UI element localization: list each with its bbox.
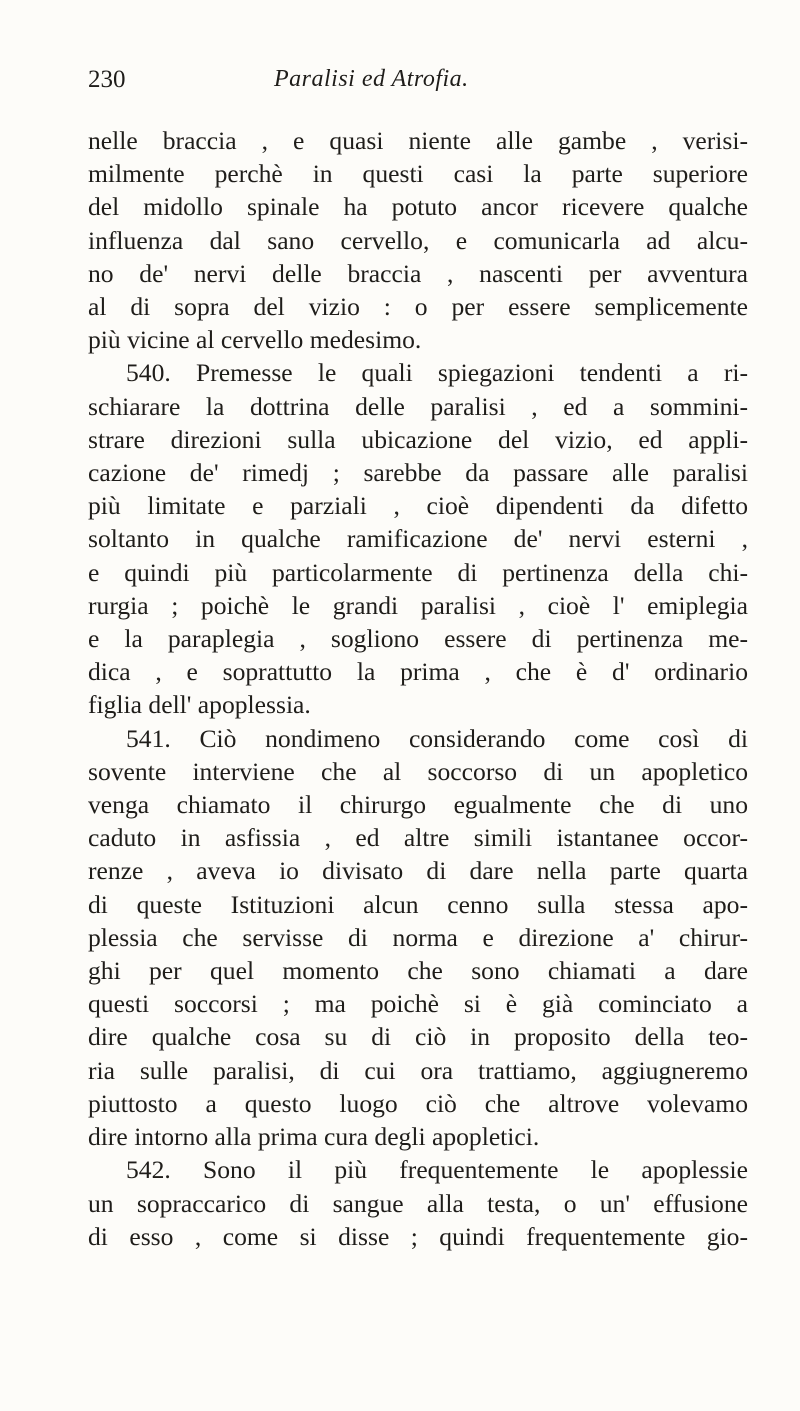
text-line: soltanto in qualche ramificazione de' nervi esterni ,	[88, 524, 748, 554]
text-line: di esso , come si disse ; quindi frequentemente gio-	[88, 1221, 748, 1251]
text-line: milmente perchè in questi casi la parte superiore	[88, 159, 748, 189]
text-line: al di sopra del vizio : o per essere semplicemente	[88, 292, 748, 322]
text-line: più limitate e parziali , cioè dipendenti da difetto	[88, 491, 748, 521]
text-line: cazione de' rimedj ; sarebbe da passare alle paralisi	[88, 458, 748, 488]
text-line: di queste Istituzioni alcun cenno sulla stessa apo-	[88, 889, 748, 919]
text-line: dire intorno alla prima cura degli apopletici.	[88, 1122, 540, 1152]
text-line: 541. Ciò nondimeno considerando come così di	[126, 723, 748, 753]
text-line: no de' nervi delle braccia , nascenti per avventura	[88, 258, 748, 288]
page-header	[88, 66, 748, 106]
text-line: 542. Sono il più frequentemente le apoplessie	[126, 1155, 748, 1185]
text-line: ghi per quel momento che sono chiamati a dare	[88, 956, 748, 986]
text-line: del midollo spinale ha potuto ancor ricevere qualche	[88, 192, 748, 222]
text-line: dire qualche cosa su di ciò in proposito della teo-	[88, 1022, 748, 1052]
text-line: ria sulle paralisi, di cui ora trattiamo, aggiugneremo	[88, 1055, 748, 1085]
text-line: venga chiamato il chirurgo egualmente che di uno	[88, 790, 748, 820]
text-line: influenza dal sano cervello, e comunicarla ad alcu-	[88, 225, 748, 255]
text-line: caduto in asfissia , ed altre simili istantanee occor-	[88, 823, 748, 853]
text-line: piuttosto a questo luogo ciò che altrove volevamo	[88, 1088, 748, 1118]
book-page	[88, 66, 748, 1253]
text-line: plessia che servisse di norma e direzione a' chirur-	[88, 922, 748, 952]
text-line: 540. Premesse le quali spiegazioni tendenti a ri-	[126, 358, 748, 388]
running-title: Paralisi ed Atrofia.	[274, 66, 469, 92]
text-line: sovente interviene che al soccorso di un apopletico	[88, 756, 748, 786]
text-line: e la paraplegia , sogliono essere di pertinenza me-	[88, 624, 748, 654]
text-line: un sopraccarico di sangue alla testa, o un' effusione	[88, 1188, 748, 1218]
text-line: rurgia ; poichè le grandi paralisi , cioè l' emiplegia	[88, 590, 748, 620]
body-text	[88, 124, 748, 1253]
text-line: renze , aveva io divisato di dare nella parte quarta	[88, 856, 748, 886]
text-line: figlia dell' apoplessia.	[88, 690, 311, 720]
text-line: e quindi più particolarmente di pertinenza della chi-	[88, 557, 748, 587]
text-line: schiarare la dottrina delle paralisi , ed a sommini-	[88, 391, 748, 421]
text-line: nelle braccia , e quasi niente alle gambe , verisi-	[88, 126, 748, 155]
page-number: 230	[88, 66, 126, 93]
text-line: strare direzioni sulla ubicazione del vizio, ed appli-	[88, 424, 748, 454]
text-line: questi soccorsi ; ma poichè si è già cominciato a	[88, 989, 748, 1019]
text-line: dica , e soprattutto la prima , che è d' ordinario	[88, 657, 748, 687]
text-line: più vicine al cervello medesimo.	[88, 325, 422, 355]
